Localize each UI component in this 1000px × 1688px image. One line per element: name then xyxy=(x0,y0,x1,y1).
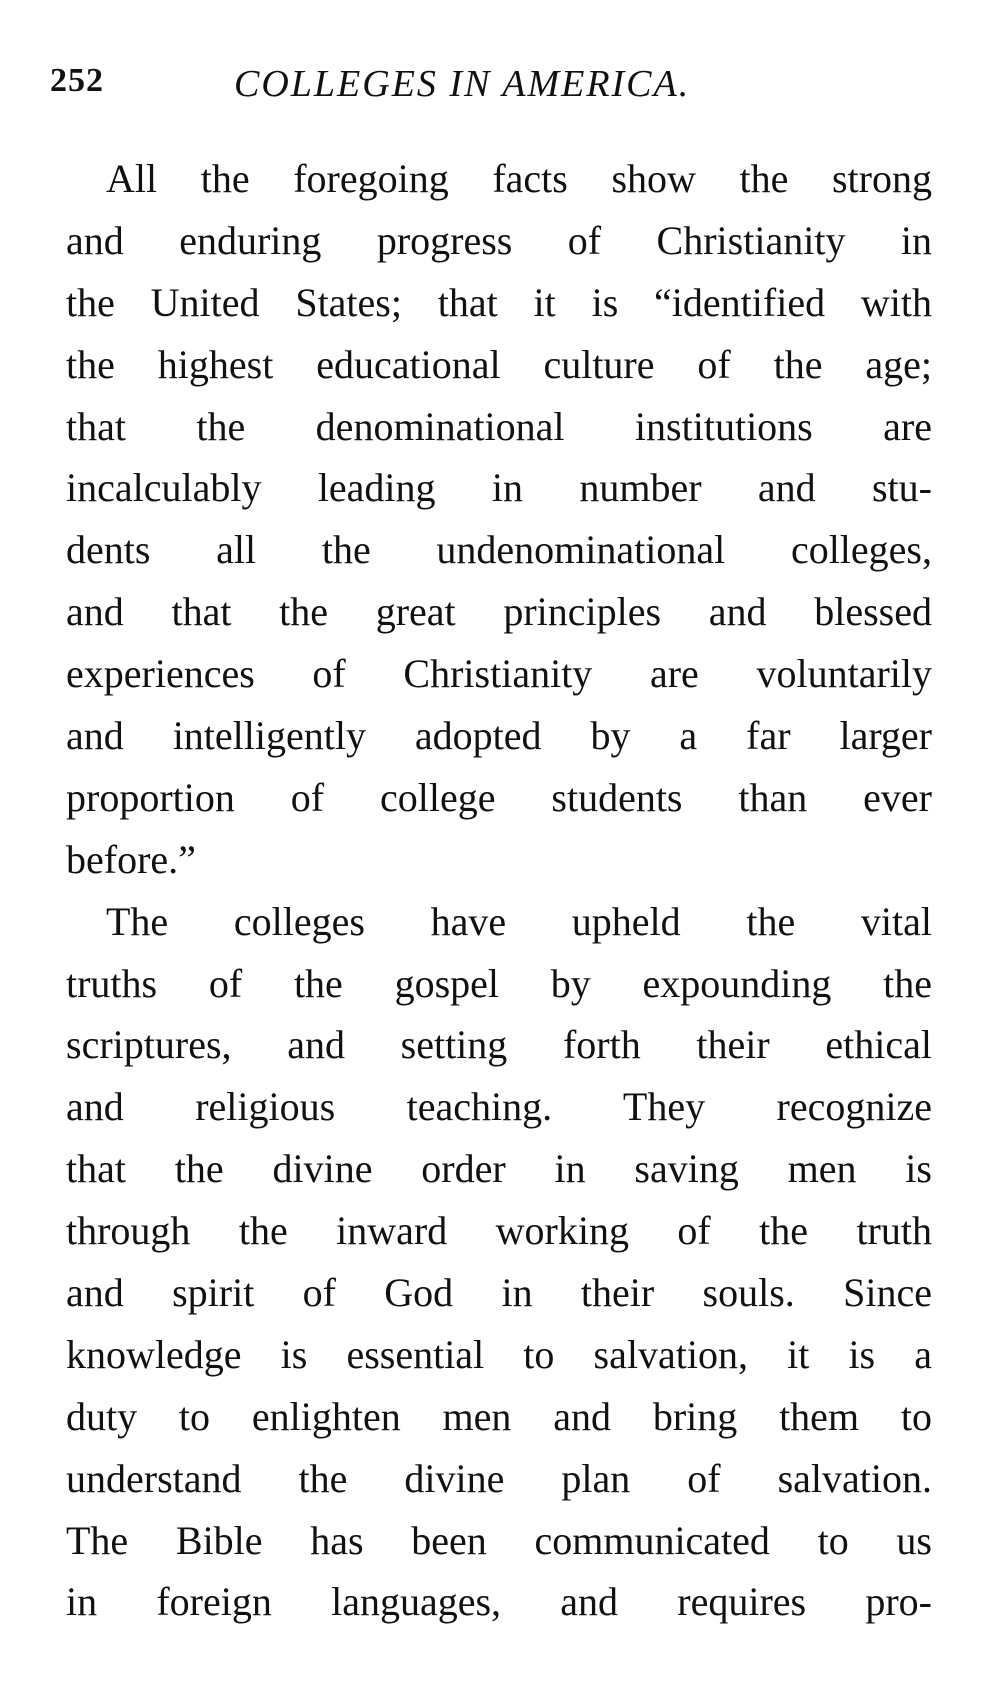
text-line: All the foregoing facts show the strong xyxy=(106,156,932,201)
text-line: dents all the undenominational colleges, xyxy=(66,527,932,573)
text-line: and intelligently adopted by a far larger xyxy=(66,713,932,759)
text-line: The Bible has been communicated to us xyxy=(66,1517,932,1563)
text-line: before.” xyxy=(66,836,196,882)
text-line: proportion of college students than ever xyxy=(66,774,932,820)
text-line: and spirit of God in their souls. Since xyxy=(66,1270,932,1316)
text-line: and that the great principles and blessed xyxy=(66,589,932,635)
text-line: incalculably leading in number and stu- xyxy=(66,465,932,511)
text-line: and religious teaching. They recognize xyxy=(66,1084,932,1130)
paragraph-2 xyxy=(66,891,932,1634)
text-line: the United States; that it is “identified with xyxy=(66,279,932,325)
text-line: scriptures, and setting forth their ethical xyxy=(66,1022,932,1068)
body-text xyxy=(66,148,932,1633)
page-number: 252 xyxy=(50,62,104,99)
text-line: duty to enlighten men and bring them to xyxy=(66,1393,932,1439)
running-header xyxy=(50,62,930,118)
text-line: through the inward working of the truth xyxy=(66,1208,932,1254)
text-line: that the divine order in saving men is xyxy=(66,1146,932,1192)
paragraph-1 xyxy=(66,148,932,891)
running-title: COLLEGES IN AMERICA. xyxy=(234,63,691,105)
text-line: understand the divine plan of salvation. xyxy=(66,1455,932,1501)
text-line: truths of the gospel by expounding the xyxy=(66,960,932,1006)
text-line: knowledge is essential to salvation, it is a xyxy=(66,1331,932,1377)
text-line: The colleges have upheld the vital xyxy=(106,898,932,944)
text-line: and enduring progress of Christianity in xyxy=(66,217,932,263)
text-line: in foreign languages, and requires pro- xyxy=(66,1579,932,1625)
text-line: the highest educational culture of the age; xyxy=(66,341,932,387)
text-line: experiences of Christianity are voluntarily xyxy=(66,651,932,697)
text-line: that the denominational institutions are xyxy=(66,403,932,449)
